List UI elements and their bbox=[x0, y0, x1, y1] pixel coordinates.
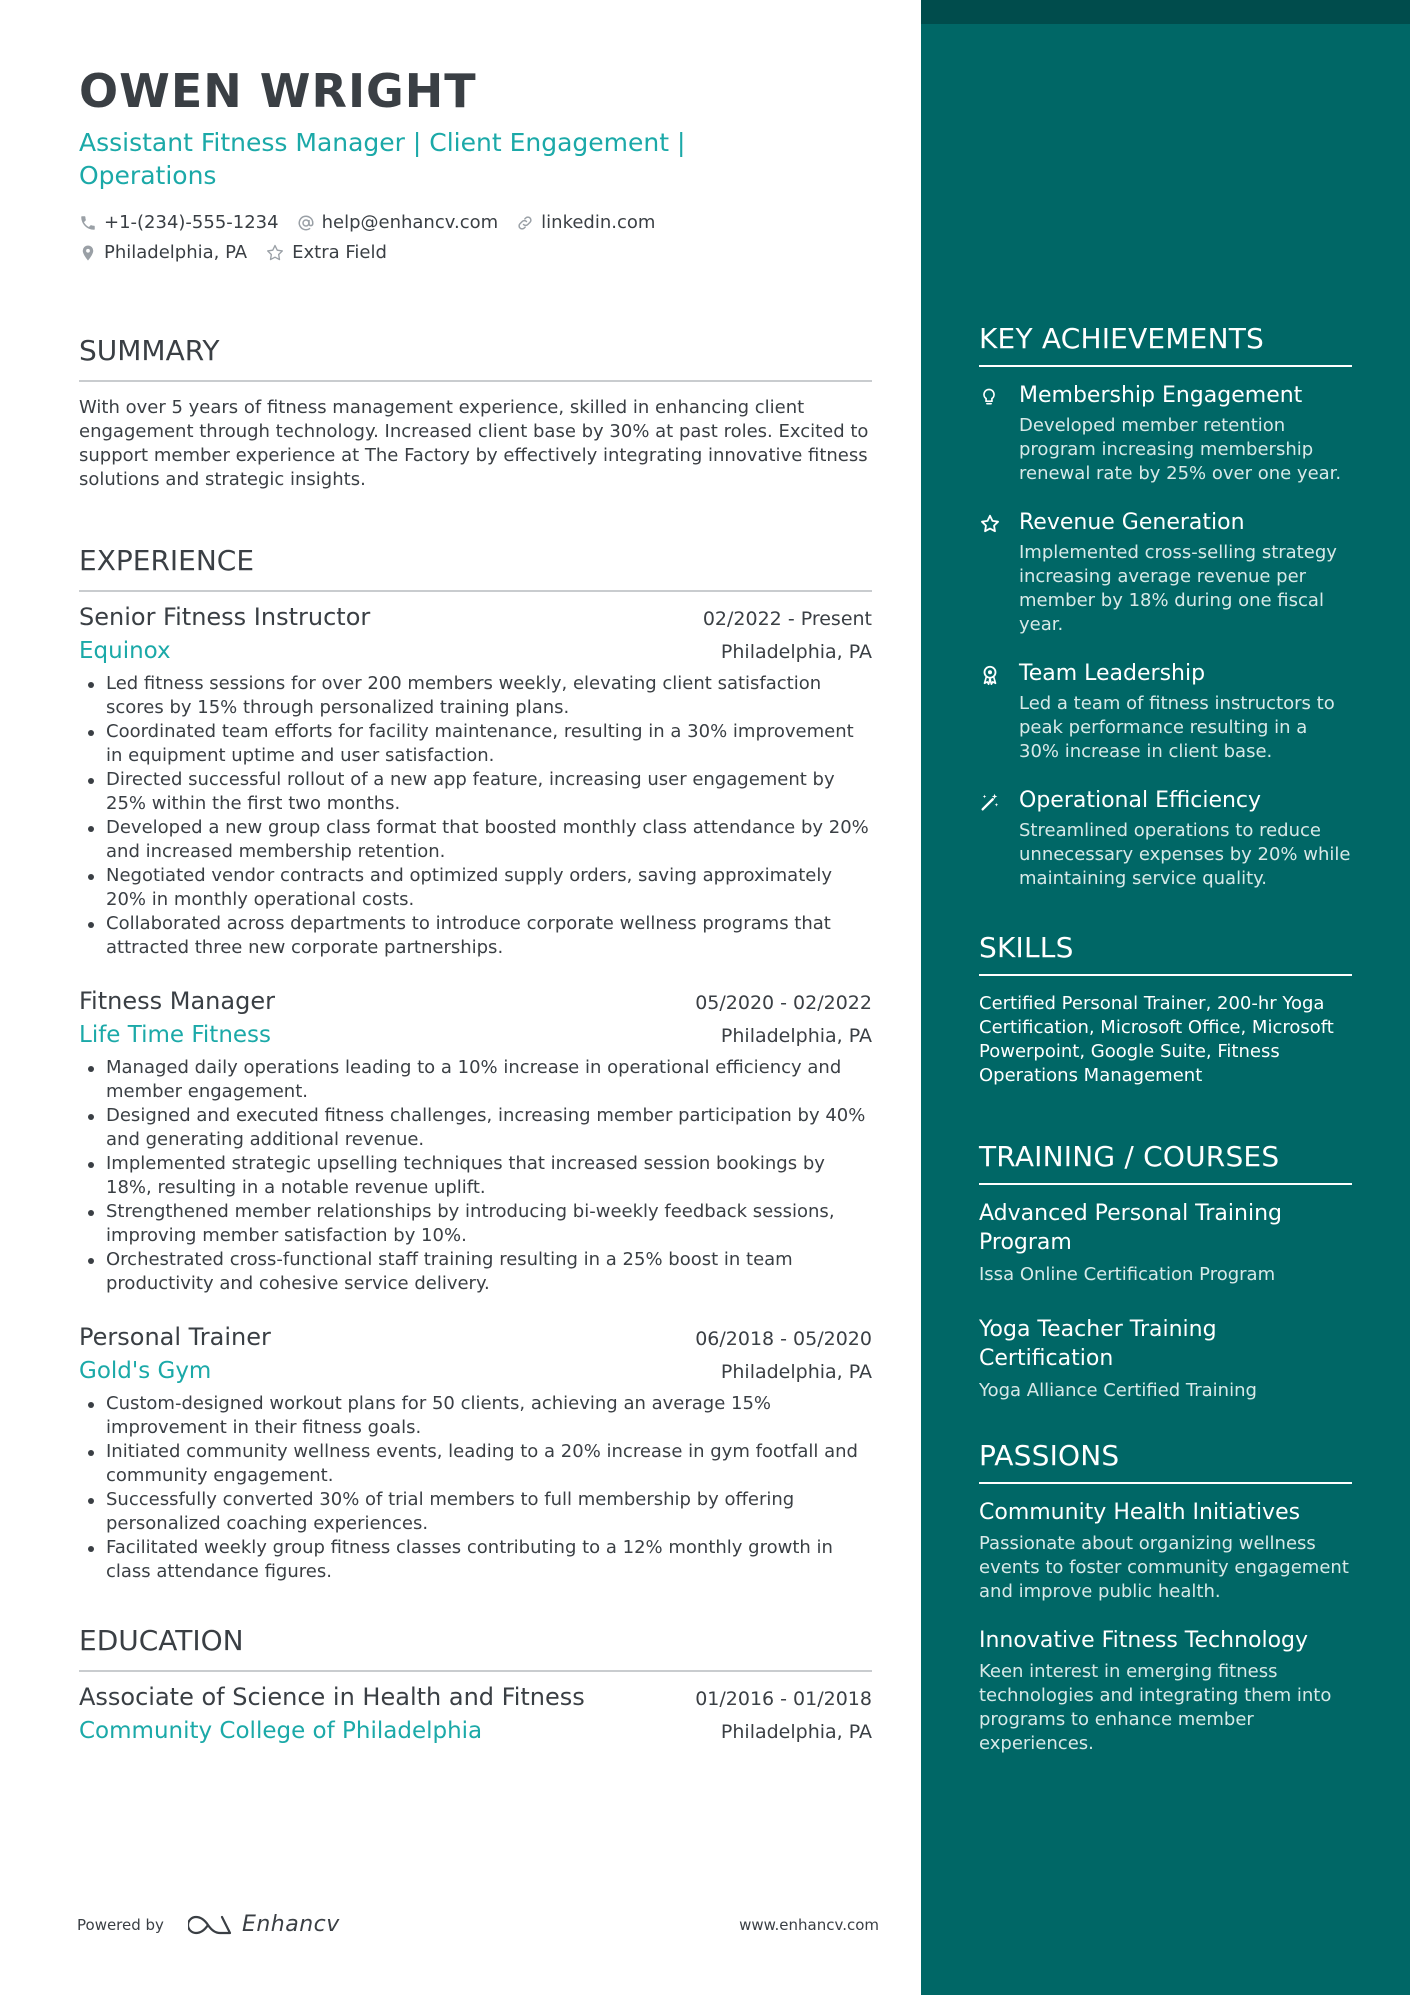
course-title: Yoga Teacher Training Certification bbox=[979, 1317, 1217, 1371]
passion-desc: Passionate about organizing wellness events to foster community engagement and improve public health. bbox=[979, 1533, 1349, 1602]
job-dates: 05/2020 - 02/2022 bbox=[695, 992, 872, 1014]
experience-section bbox=[79, 544, 872, 1584]
phone-text: +1-(234)-555-1234 bbox=[104, 212, 279, 233]
candidate-name: OWEN WRIGHT bbox=[79, 64, 477, 118]
job-location: Philadelphia, PA bbox=[720, 1025, 872, 1047]
job-location: Philadelphia, PA bbox=[720, 1361, 872, 1383]
course-item bbox=[979, 1199, 1352, 1287]
job-bullet: Led fitness sessions for over 200 members weekly, elevating client satisfaction scores by 15% through personalized training plans. bbox=[79, 672, 872, 720]
sidebar-top-band bbox=[921, 0, 1410, 24]
passions-heading: PASSIONS bbox=[979, 1439, 1352, 1484]
skills-heading: SKILLS bbox=[979, 931, 1352, 976]
link-icon bbox=[516, 214, 534, 232]
job-bullet: Coordinated team efforts for facility maintenance, resulting in a 30% improvement in equipment uptime and user satisfaction. bbox=[79, 720, 872, 768]
education-heading: EDUCATION bbox=[79, 1624, 872, 1672]
school-location: Philadelphia, PA bbox=[720, 1721, 872, 1743]
lightbulb-icon bbox=[979, 381, 1003, 486]
job-bullet: Facilitated weekly group fitness classes contributing to a 12% monthly growth in class attendance figures. bbox=[79, 1536, 872, 1584]
passion-title: Innovative Fitness Technology bbox=[979, 1628, 1309, 1653]
job-company: Gold's Gym bbox=[79, 1358, 212, 1384]
summary-heading: SUMMARY bbox=[79, 334, 872, 382]
contact-phone[interactable] bbox=[79, 208, 279, 238]
brand-name: Enhancv bbox=[241, 1912, 340, 1937]
main-column bbox=[79, 62, 872, 1748]
job-location: Philadelphia, PA bbox=[720, 641, 872, 663]
job-bullets bbox=[79, 672, 872, 960]
job-bullets bbox=[79, 1392, 872, 1584]
summary-text: With over 5 years of fitness management experience, skilled in enhancing client engagement through technology. Increased client base by 30% at past roles. Excited to support member experience at The Factory by effectively integrating innovative fitness solutions and strategic insights. bbox=[79, 397, 869, 490]
footer bbox=[77, 1912, 879, 1937]
job-company: Equinox bbox=[79, 638, 171, 664]
contact-location bbox=[79, 238, 247, 268]
course-provider: Yoga Alliance Certified Training bbox=[979, 1380, 1257, 1401]
passion-item bbox=[979, 1626, 1352, 1756]
email-text: help@enhancv.com bbox=[321, 212, 499, 233]
summary-section bbox=[79, 334, 872, 492]
passion-item bbox=[979, 1498, 1352, 1604]
contact-linkedin[interactable] bbox=[516, 208, 655, 238]
magic-wand-icon bbox=[979, 786, 1003, 891]
achievement-item bbox=[979, 508, 1352, 637]
passion-desc: Keen interest in emerging fitness technologies and integrating them into programs to enhance member experiences. bbox=[979, 1661, 1332, 1754]
role-line-1: Assistant Fitness Manager | Client Engagement | bbox=[79, 128, 686, 157]
job-dates: 06/2018 - 05/2020 bbox=[695, 1328, 872, 1350]
job-bullet: Designed and executed fitness challenges, increasing member participation by 40% and generating additional revenue. bbox=[79, 1104, 872, 1152]
job-title: Personal Trainer bbox=[79, 1323, 271, 1351]
passions-section bbox=[979, 1439, 1352, 1756]
job-bullet: Orchestrated cross-functional staff training resulting in a 25% boost in team productivity and cohesive service delivery. bbox=[79, 1248, 872, 1296]
role-line-2: Operations bbox=[79, 161, 217, 190]
job-entry bbox=[79, 984, 872, 1296]
course-item bbox=[979, 1315, 1352, 1403]
achievement-title: Membership Engagement bbox=[1019, 383, 1303, 408]
contact-info bbox=[79, 208, 872, 268]
achievement-title: Team Leadership bbox=[1019, 661, 1206, 686]
job-bullet: Developed a new group class format that boosted monthly class attendance by 20% and increased membership retention. bbox=[79, 816, 872, 864]
job-bullet: Collaborated across departments to introduce corporate wellness programs that attracted three new corporate partnerships. bbox=[79, 912, 872, 960]
linkedin-text: linkedin.com bbox=[541, 212, 656, 233]
course-provider: Issa Online Certification Program bbox=[979, 1264, 1276, 1285]
achievement-desc: Implemented cross-selling strategy increasing average revenue per member by 18% during one fiscal year. bbox=[1019, 542, 1337, 635]
star-outline-icon bbox=[265, 243, 285, 263]
phone-icon bbox=[79, 214, 97, 232]
achievement-item bbox=[979, 659, 1352, 764]
at-icon bbox=[297, 214, 315, 232]
training-heading: TRAINING / COURSES bbox=[979, 1140, 1352, 1185]
job-entry bbox=[79, 1320, 872, 1584]
achievement-item bbox=[979, 786, 1352, 891]
star-icon bbox=[979, 508, 1003, 637]
achievements-section bbox=[979, 322, 1352, 891]
powered-by-label: Powered by bbox=[77, 1915, 164, 1934]
job-bullet: Successfully converted 30% of trial members to full membership by offering personalized coaching experiences. bbox=[79, 1488, 872, 1536]
job-bullets bbox=[79, 1056, 872, 1296]
training-section bbox=[979, 1140, 1352, 1403]
job-bullet: Initiated community wellness events, leading to a 20% increase in gym footfall and community engagement. bbox=[79, 1440, 872, 1488]
sidebar bbox=[921, 0, 1410, 1995]
job-bullet: Negotiated vendor contracts and optimized supply orders, saving approximately 20% in monthly operational costs. bbox=[79, 864, 872, 912]
experience-heading: EXPERIENCE bbox=[79, 544, 872, 592]
award-icon bbox=[979, 659, 1003, 764]
job-company: Life Time Fitness bbox=[79, 1022, 272, 1048]
candidate-role bbox=[79, 126, 719, 192]
achievement-item bbox=[979, 381, 1352, 486]
education-dates: 01/2016 - 01/2018 bbox=[695, 1688, 872, 1710]
achievement-title: Revenue Generation bbox=[1019, 510, 1245, 535]
job-title: Fitness Manager bbox=[79, 987, 275, 1015]
job-bullet: Implemented strategic upselling techniques that increased session bookings by 18%, resulting in a notable revenue uplift. bbox=[79, 1152, 872, 1200]
degree-title: Associate of Science in Health and Fitness bbox=[79, 1683, 585, 1711]
skills-section bbox=[979, 931, 1352, 1088]
school-name: Community College of Philadelphia bbox=[79, 1718, 483, 1744]
job-bullet: Directed successful rollout of a new app feature, increasing user engagement by 25% within the first two months. bbox=[79, 768, 872, 816]
education-section bbox=[79, 1624, 872, 1748]
job-title: Senior Fitness Instructor bbox=[79, 603, 371, 631]
location-text: Philadelphia, PA bbox=[104, 242, 248, 263]
passion-title: Community Health Initiatives bbox=[979, 1500, 1301, 1525]
course-title: Advanced Personal Training Program bbox=[979, 1201, 1282, 1255]
achievement-desc: Led a team of fitness instructors to peak performance resulting in a 30% increase in client base. bbox=[1019, 693, 1335, 762]
contact-extra bbox=[265, 238, 387, 268]
job-entry bbox=[79, 600, 872, 960]
skills-text: Certified Personal Trainer, 200-hr Yoga Certification, Microsoft Office, Microsoft Powerpoint, Google Suite, Fitness Operations Management bbox=[979, 993, 1334, 1086]
website-link[interactable]: www.enhancv.com bbox=[739, 1915, 879, 1934]
achievement-title: Operational Efficiency bbox=[1019, 788, 1262, 813]
job-dates: 02/2022 - Present bbox=[702, 608, 872, 630]
job-bullet: Strengthened member relationships by introducing bi-weekly feedback sessions, improving member satisfaction by 10%. bbox=[79, 1200, 872, 1248]
contact-email[interactable] bbox=[297, 208, 499, 238]
enhancv-logo-icon bbox=[188, 1913, 234, 1937]
location-pin-icon bbox=[79, 244, 97, 262]
extra-field-text: Extra Field bbox=[292, 242, 387, 263]
brand-logo[interactable] bbox=[188, 1912, 340, 1937]
achievements-heading: KEY ACHIEVEMENTS bbox=[979, 322, 1352, 367]
job-bullet: Custom-designed workout plans for 50 clients, achieving an average 15% improvement in their fitness goals. bbox=[79, 1392, 872, 1440]
job-bullet: Managed daily operations leading to a 10% increase in operational efficiency and member engagement. bbox=[79, 1056, 872, 1104]
achievement-desc: Developed member retention program increasing membership renewal rate by 25% over one year. bbox=[1019, 415, 1342, 484]
achievement-desc: Streamlined operations to reduce unnecessary expenses by 20% while maintaining service quality. bbox=[1019, 820, 1351, 889]
